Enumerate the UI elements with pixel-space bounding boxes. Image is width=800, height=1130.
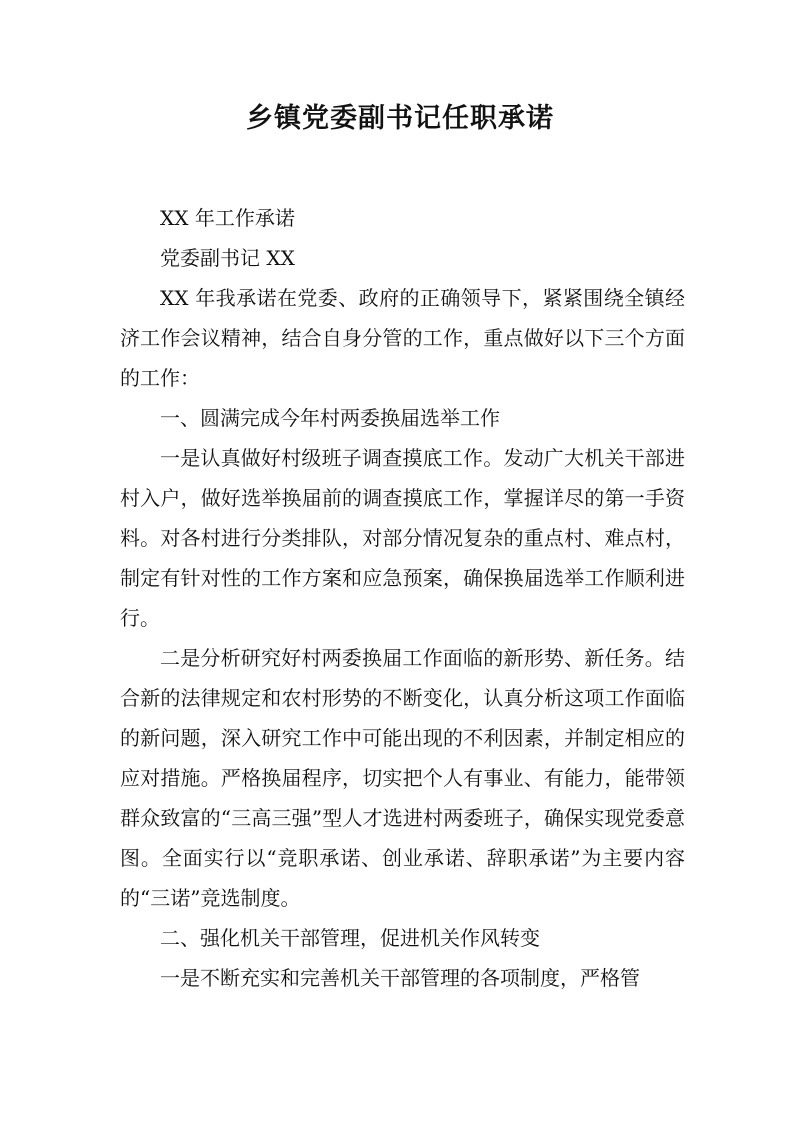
section-heading-1: 一、圆满完成今年村两委换届选举工作 bbox=[160, 406, 500, 430]
paragraph-intro: XX 年我承诺在党委、政府的正确领导下，紧紧围绕全镇经济工作会议精神，结合自身分管的工作，重点做好以下三个方面的工作： bbox=[120, 286, 685, 390]
document-body bbox=[120, 198, 685, 998]
section-heading-2: 二、强化机关干部管理，促进机关作风转变 bbox=[160, 926, 540, 950]
paragraph-author-line: 党委副书记 XX bbox=[160, 246, 295, 270]
document-title: 乡镇党委副书记任职承诺 bbox=[246, 103, 554, 134]
paragraph-work-commitment-heading: XX 年工作承诺 bbox=[160, 206, 295, 230]
paragraph-item-1-1: 一是认真做好村级班子调查摸底工作。发动广大机关干部进村入户，做好选举换届前的调查摸底工作，掌握详尽的第一手资料。对各村进行分类排队，对部分情况复杂的重点村、难点村，制定有针对性的工作方案和应急预案，确保换届选举工作顺利进行。 bbox=[120, 446, 685, 630]
paragraph-item-1-2: 二是分析研究好村两委换届工作面临的新形势、新任务。结合新的法律规定和农村形势的不断变化，认真分析这项工作面临的新问题，深入研究工作中可能出现的不利因素，并制定相应的应对措施。严格换届程序，切实把个人有事业、有能力，能带领群众致富的“三高三强”型人才选进村两委班子，确保实现党委意图。全面实行以“竞职承诺、创业承诺、辞职承诺”为主要内容的“三诺”竞选制度。 bbox=[120, 646, 685, 910]
paragraph-item-2-1: 一是不断充实和完善机关干部管理的各项制度，严格管 bbox=[160, 966, 640, 990]
